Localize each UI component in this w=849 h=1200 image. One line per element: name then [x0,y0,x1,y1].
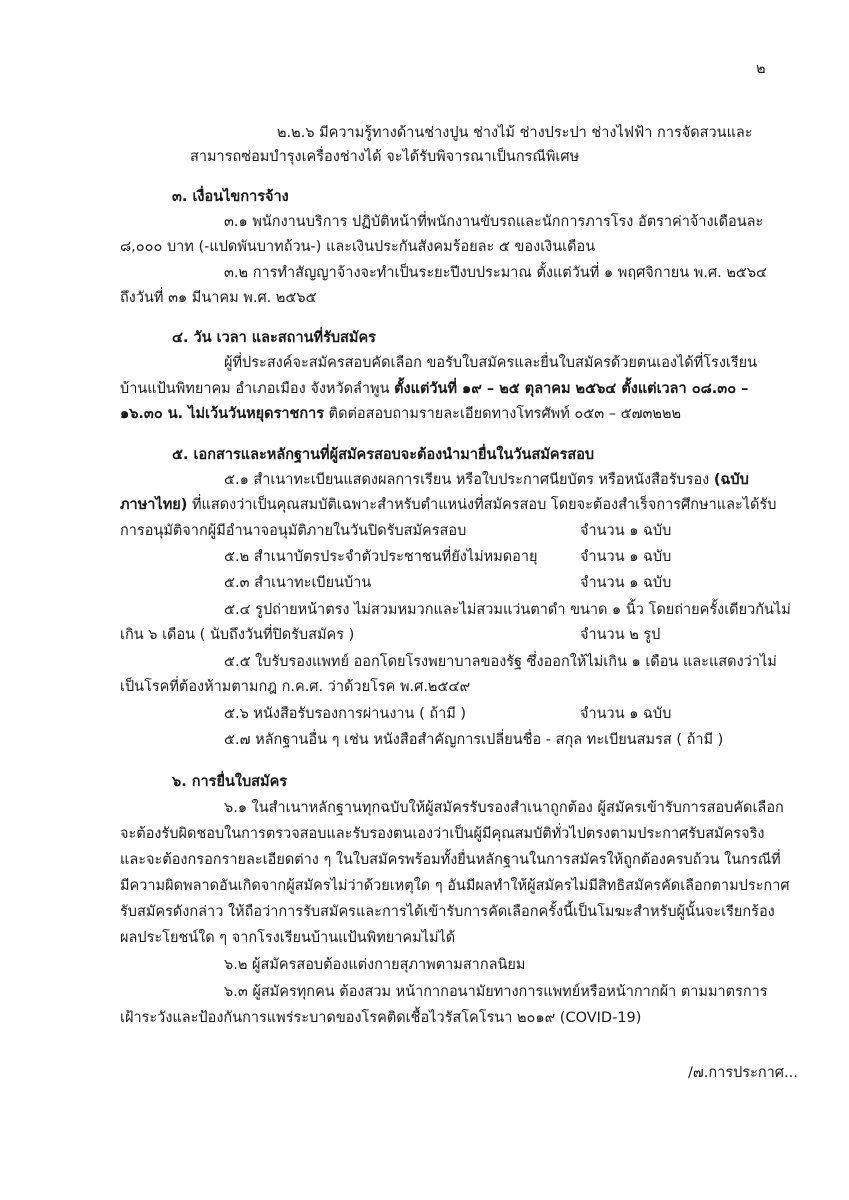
section4-line2 [120,378,748,400]
application-dates: ตั้งแต่วันที่ ๑๙ – ๒๕ ตุลาคม ๒๕๖๔ ตั้งแต่เวลา ๐๘.๓๐ – [394,381,749,397]
section6-p3-line1: ๖.๓ ผู้สมัครทุกคน ต้องสวม หน้ากากอนามัยทางการแพทย์หรือหน้ากากผ้า ตามมาตรการ [224,984,768,1000]
item-5-1-text: ๕.๑ สำเนาทะเบียนแสดงผลการเรียน หรือใบประกาศนียบัตร หรือหนังสือรับรอง [224,472,714,488]
item-5-1-line2-text: ที่แสดงว่าเป็นคุณสมบัติเฉพาะสำหรับตำแหน่งที่สมัครสอบ โดยจะต้องสำเร็จการศึกษาและได้รับ [187,497,777,513]
section6-p1-line6: ผลประโยชน์ใด ๆ จากโรงเรียนบ้านแป้นพิทยาคมไม่ได้ [120,930,456,946]
section6-p1-line3: และจะต้องกรอกรายละเอียดต่าง ๆ ในใบสมัครพร้อมทั้งยื่นหลักฐานในการสมัครให้ถูกต้องครบถ้วน ในกรณีที่ [120,852,781,868]
item-5-3-quantity: จำนวน ๑ ฉบับ [580,575,672,591]
item-5-6: ๕.๖ หนังสือรับรองการผ่านงาน ( ถ้ามี ) [224,706,467,722]
section6-p2: ๖.๒ ผู้สมัครสอบต้องแต่งกายสุภาพตามสากลนิยม [224,957,526,973]
item-5-1-line2 [120,494,776,516]
page-number: ๒ [756,61,766,77]
section6-p1-line4: มีความผิดพลาดอันเกิดจากผู้สมัครไม่ว่าด้วยเหตุใด ๆ อันมีผลทำให้ผู้สมัครไม่มีสิทธิสมัครคัดเลือกตามประกาศ [120,878,790,894]
application-hours: ๑๖.๓๐ น. ไม่เว้นวันหยุดราชการ [120,406,325,422]
section3-p2-line1: ๓.๒ การทำสัญญาจ้างจะทำเป็นระยะปีงบประมาณ ตั้งแต่วันที่ ๑ พฤศจิกายน พ.ศ. ๒๕๖๔ [224,265,768,281]
section6-p1-line1: ๖.๑ ในสำเนาหลักฐานทุกฉบับให้ผู้สมัครรับรองสำเนาถูกต้อง ผู้สมัครเข้ารับการสอบคัดเลือก [224,800,784,816]
item-5-4-line1: ๕.๔ รูปถ่ายหน้าตรง ไม่สวมหมวกและไม่สวมแว่นตาดำ ขนาด ๑ นิ้ว โดยถ่ายครั้งเดียวกันไม่ [224,602,791,618]
item-5-4-line2: เกิน ๖ เดือน ( นับถึงวันที่ปิดรับสมัคร ) [120,627,355,643]
item-5-2: ๕.๒ สำเนาบัตรประจำตัวประชาชนที่ยังไม่หมดอายุ [224,549,538,565]
section6-heading: ๖. การยื่นใบสมัคร [172,774,288,790]
section4-line2-text: บ้านแป้นพิทยาคม อำเภอเมือง จังหวัดลำพูน [120,381,395,397]
section3-p2-line2: ถึงวันที่ ๓๑ มีนาคม พ.ศ. ๒๕๖๕ [120,290,317,306]
item-5-1-language: ภาษาไทย) [120,497,188,513]
item-5-4-quantity: จำนวน ๒ รูป [580,627,661,643]
section3-p1-line2: ๘,๐๐๐ บาท (-แปดพันบาทถ้วน-) และเงินประกันสังคมร้อยละ ๕ ของเงินเดือน [120,239,596,255]
section3-heading: ๓. เงื่อนไขการจ้าง [172,189,289,205]
item-2-2-6-line1: ๒.๒.๖ มีความรู้ทางด้านช่างปูน ช่างไม้ ช่างประปา ช่างไฟฟ้า การจัดสวนและ [277,125,753,141]
section4-line1: ผู้ที่ประสงค์จะสมัครสอบคัดเลือก ขอรับใบสมัครและยื่นใบสมัครด้วยตนเองได้ที่โรงเรียน [224,355,758,371]
item-5-7: ๕.๗ หลักฐานอื่น ๆ เช่น หนังสือสำคัญการเปลี่ยนชื่อ - สกุล ทะเบียนสมรส ( ถ้ามี ) [224,732,724,748]
item-5-1-line3: การอนุมัติจากผู้มีอำนาจอนุมัติภายในวันปิดรับสมัครสอบ [120,523,467,539]
section4-line3 [120,403,681,425]
item-5-3: ๕.๓ สำเนาทะเบียนบ้าน [224,575,372,591]
section5-heading: ๕. เอกสารและหลักฐานที่ผู้สมัครสอบจะต้องนำมายื่นในวันสมัครสอบ [172,447,595,463]
section4-heading: ๔. วัน เวลา และสถานที่รับสมัคร [172,330,376,346]
item-5-5-line1: ๕.๕ ใบรับรองแพทย์ ออกโดยโรงพยาบาลของรัฐ ซึ่งออกให้ไม่เกิน ๑ เดือน และแสดงว่าไม่ [224,654,777,670]
contact-phone-text: ติดต่อสอบถามรายละเอียดทางโทรศัพท์ ๐๕๓ – ๕๗๓๒๒๒ [324,406,682,422]
item-5-1-bold: (ฉบับ [713,472,749,488]
section6-p1-line5: รับสมัครดังกล่าว ให้ถือว่าการรับสมัครและการได้เข้ารับการคัดเลือกครั้งนี้เป็นโมฆะสำหรับผู้นั้นจะเรียกร้อง [120,904,775,920]
continuation-note: /๗.การประกาศ... [688,1065,798,1081]
section6-p1-line2: จะต้องรับผิดชอบในการตรวจสอบและรับรองตนเองว่าเป็นผู้มีคุณสมบัติทั่วไปตรงตามประกาศรับสมัครจริง [120,826,765,842]
item-5-1-quantity: จำนวน ๑ ฉบับ [580,523,672,539]
item-2-2-6-line2: สามารถซ่อมบำรุงเครื่องช่างได้ จะได้รับพิจารณาเป็นกรณีพิเศษ [190,149,580,165]
item-5-1-line1 [224,469,749,491]
item-5-2-quantity: จำนวน ๑ ฉบับ [580,549,672,565]
item-5-5-line2: เป็นโรคที่ต้องห้ามตามกฎ ก.ค.ศ. ว่าด้วยโรค พ.ศ.๒๕๔๙ [120,679,471,695]
section3-p1-line1: ๓.๑ พนักงานบริการ ปฏิบัติหน้าที่พนักงานขับรถและนักการภารโรง อัตราค่าจ้างเดือนละ [224,214,764,230]
section6-p3-line2: เฝ้าระวังและป้องกันการแพร่ระบาดของโรคติดเชื้อไวรัสโคโรนา ๒๐๑๙ (COVID-19) [120,1010,642,1026]
item-5-6-quantity: จำนวน ๑ ฉบับ [580,706,672,722]
